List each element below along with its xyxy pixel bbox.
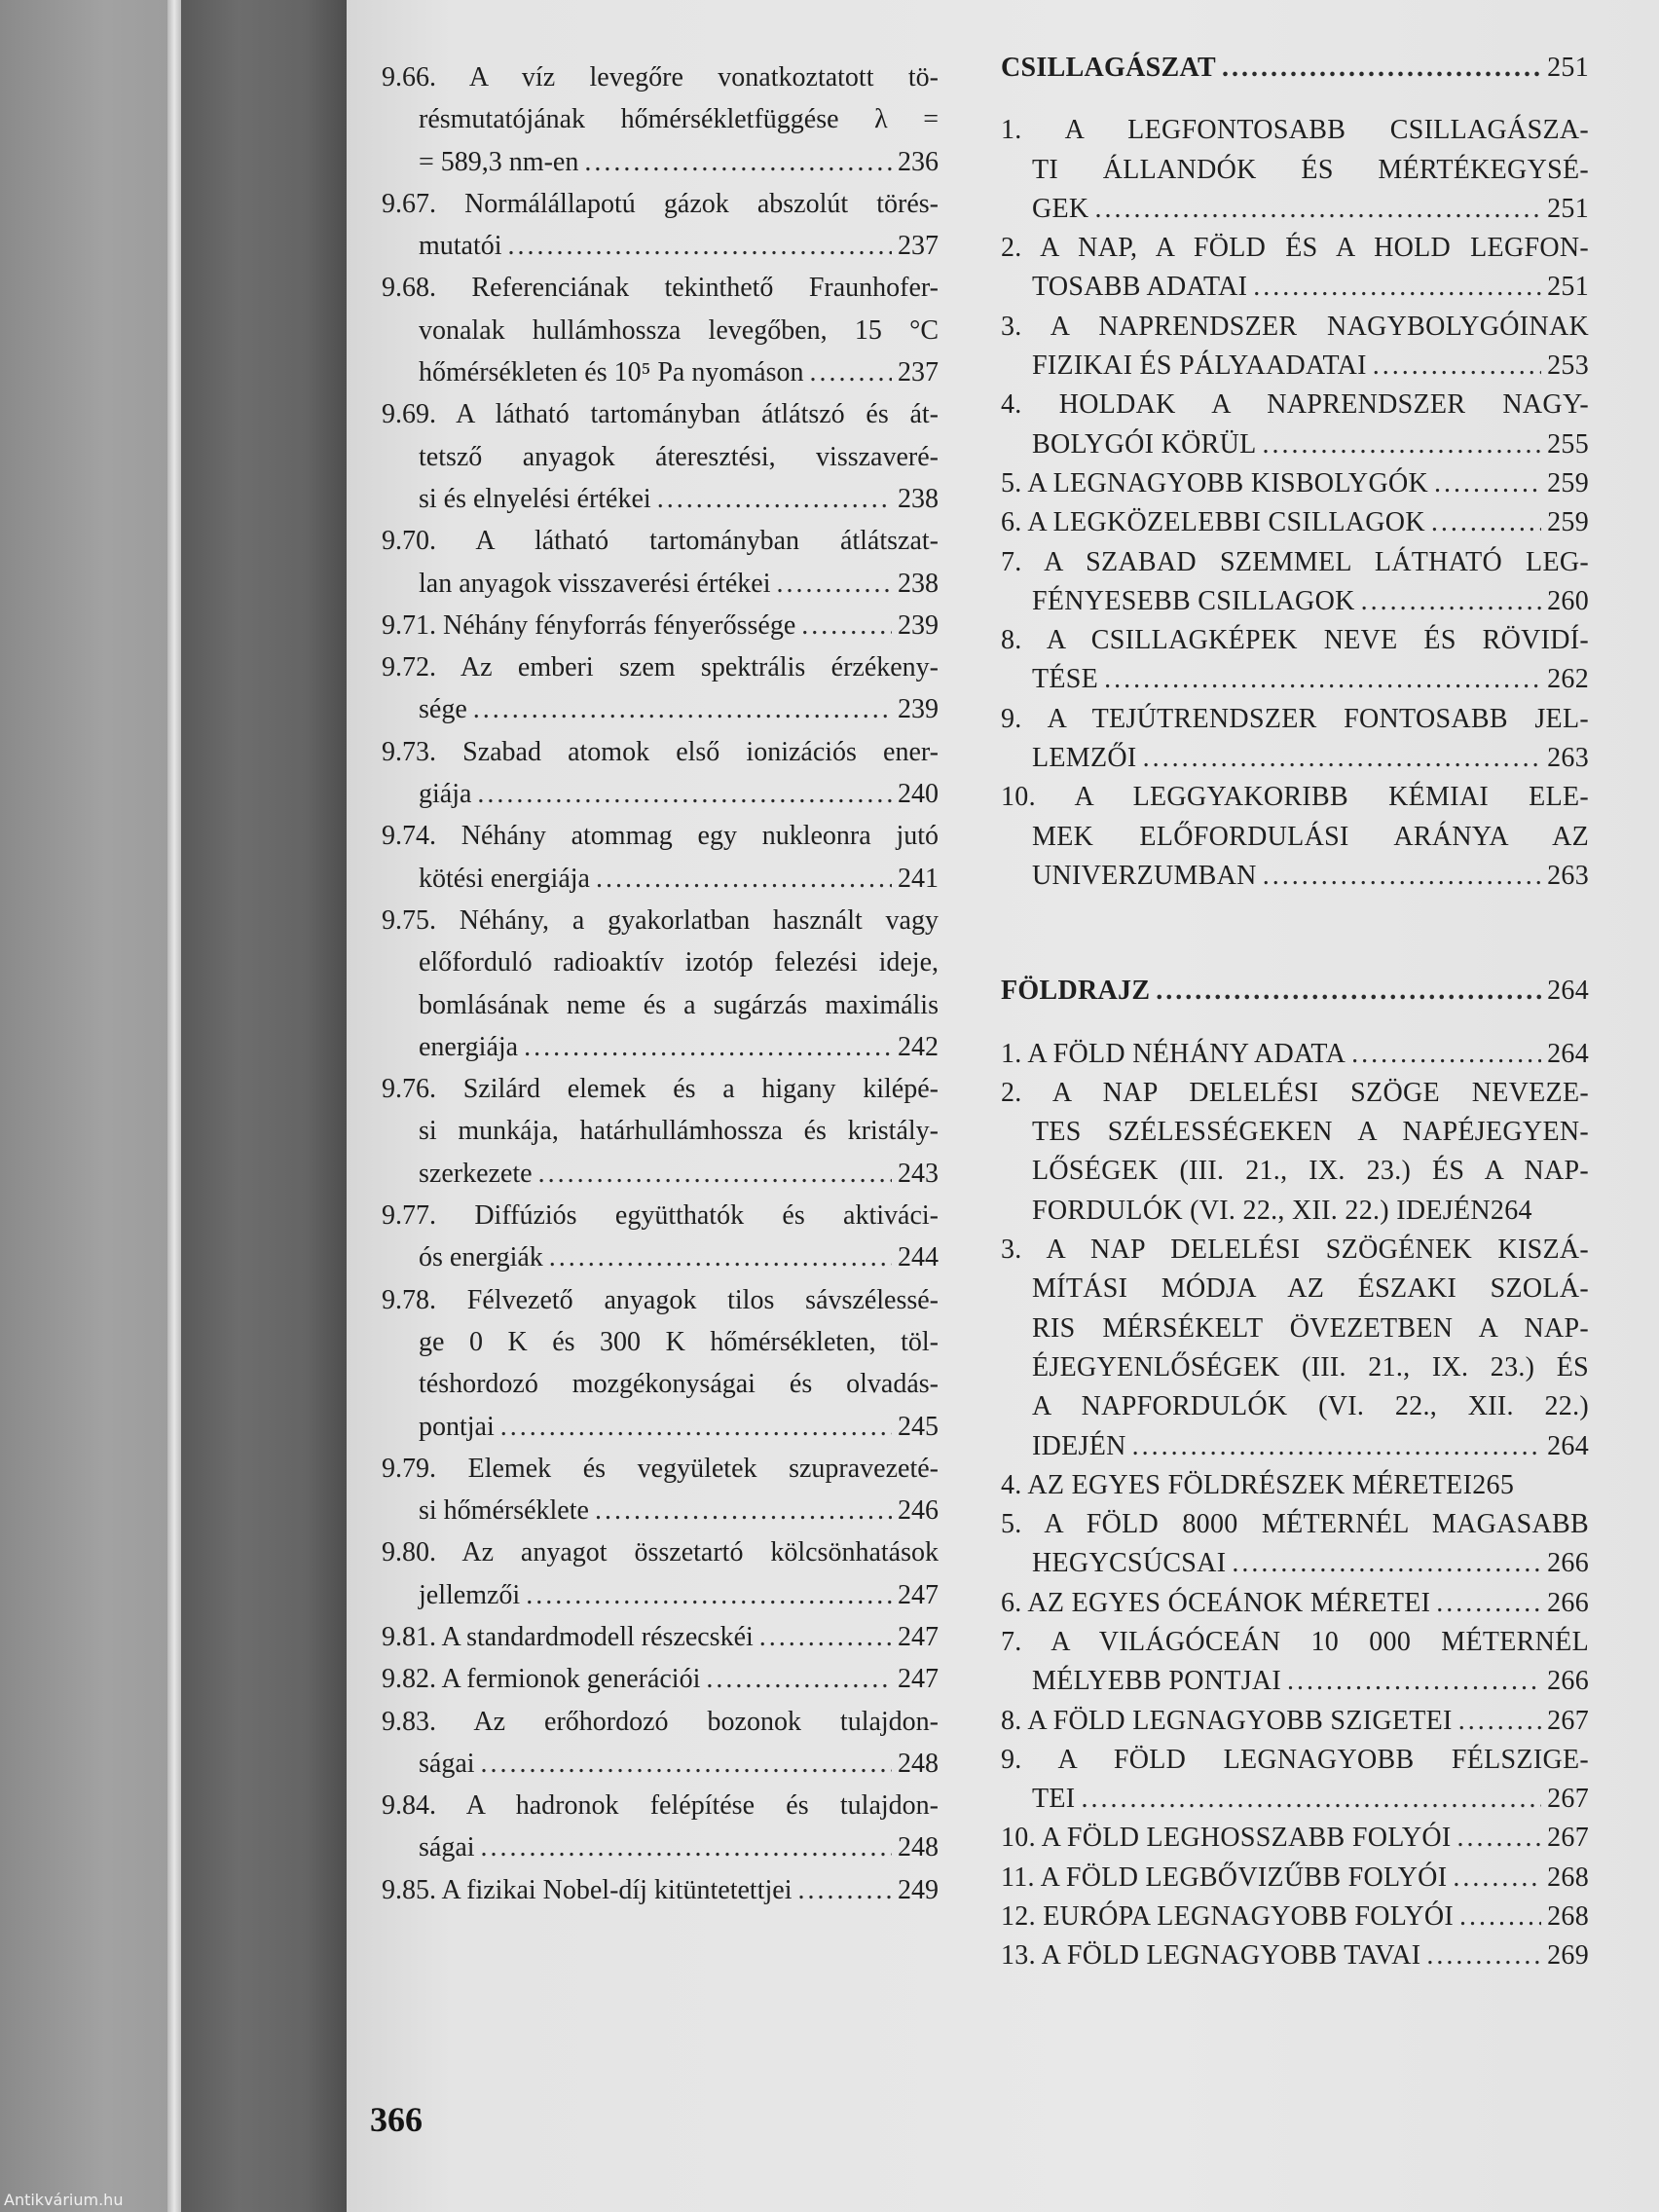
toc-entry-last-line — [1001, 1859, 1589, 1898]
toc-entry-last-line — [1001, 1819, 1589, 1858]
toc-entry — [382, 731, 939, 816]
toc-entry-line: 7. A SZABAD SZEMMEL LÁTHATÓ LEG- — [1001, 546, 1589, 577]
toc-entry-text: pontjai — [419, 1411, 495, 1442]
toc-entry-text: energiája — [419, 1031, 519, 1062]
toc-entry-text: szerkezete — [419, 1158, 533, 1189]
toc-entry-last-line — [1001, 347, 1589, 386]
toc-entry — [382, 1785, 939, 1869]
toc-entry-text: 6. AZ EGYES ÓCEÁNOK MÉRETEI — [1001, 1587, 1431, 1618]
toc-entry — [1001, 111, 1589, 229]
toc-entry — [1001, 1623, 1589, 1702]
toc-entry-last-line — [382, 1026, 939, 1068]
toc-entry-text: 6. A LEGKÖZELEBBI CSILLAGOK — [1001, 507, 1425, 538]
toc-entry-text: jellemzői — [419, 1579, 521, 1610]
toc-entry — [382, 646, 939, 731]
toc-page-number: 266 — [1547, 1548, 1589, 1579]
toc-entry-text: 13. A FÖLD LEGNAGYOBB TAVAI — [1001, 1940, 1421, 1972]
toc-entry-text: FÉNYESEBB CSILLAGOK — [1032, 585, 1355, 616]
toc-entry-text: 9.71. Néhány fényforrás fényerőssége — [382, 609, 796, 641]
toc-left-column — [382, 56, 939, 1911]
toc-entry-text: FORDULÓK (VI. 22., XII. 22.) IDEJÉN — [1032, 1195, 1491, 1226]
toc-entry-line: 9.75. Néhány, a gyakorlatban használt vagy — [382, 904, 939, 936]
dot-leader — [1459, 1898, 1541, 1936]
toc-entry-last-line — [382, 773, 939, 815]
toc-entry — [1001, 229, 1589, 308]
toc-page-number: 245 — [898, 1411, 939, 1442]
toc-entry — [1001, 1466, 1589, 1505]
toc-page-number: 237 — [898, 231, 939, 262]
toc-entry-last-line — [1001, 660, 1589, 699]
toc-entry-line: bomlásának neme és a sugárzás maximális — [419, 989, 939, 1020]
toc-page-number: 247 — [898, 1579, 939, 1610]
toc-page-number: 246 — [898, 1495, 939, 1527]
toc-page-number: 255 — [1547, 428, 1589, 460]
dot-leader — [538, 1153, 892, 1195]
toc-page-number: 247 — [898, 1664, 939, 1695]
section-gap — [1001, 88, 1589, 111]
toc-entry-line: tetsző anyagok áteresztési, visszaveré- — [419, 441, 939, 472]
toc-entry-line: 3. A NAP DELELÉSI SZÖGÉNEK KISZÁ- — [1001, 1235, 1589, 1266]
toc-page-number: 266 — [1547, 1587, 1589, 1618]
toc-entry — [382, 183, 939, 268]
toc-entry-last-line — [1001, 425, 1589, 464]
toc-entry-text: 1. A FÖLD NÉHÁNY ADATA — [1001, 1038, 1346, 1069]
toc-entry — [1001, 1936, 1589, 1975]
toc-entry-line: 9. A FÖLD LEGNAGYOBB FÉLSZIGE- — [1001, 1744, 1589, 1775]
toc-entry-line: 9.67. Normálállapotú gázok abszolút törés- — [382, 188, 939, 219]
toc-page-number: 248 — [898, 1748, 939, 1779]
dot-leader — [1434, 464, 1541, 503]
dot-leader — [524, 1026, 892, 1068]
toc-entry-line: 7. A VILÁGÓCEÁN 10 000 MÉTERNÉL — [1001, 1626, 1589, 1657]
section-heading — [1001, 972, 1589, 1011]
toc-entry-last-line — [382, 858, 939, 900]
toc-page-number: 269 — [1547, 1940, 1589, 1972]
toc-entry-text: 9.85. A fizikai Nobel-díj kitüntetettjei — [382, 1874, 793, 1905]
toc-entry-text: 9.82. A fermionok generációi — [382, 1664, 701, 1695]
toc-entry — [382, 1616, 939, 1658]
dot-leader — [481, 1826, 892, 1868]
dot-leader — [473, 688, 892, 730]
toc-entry-text: 12. EURÓPA LEGNAGYOBB FOLYÓI — [1001, 1901, 1455, 1933]
toc-entry-text: ságai — [419, 1832, 475, 1863]
toc-entry-text: LEMZŐI — [1032, 743, 1137, 774]
toc-entry — [1001, 1505, 1589, 1584]
toc-entry — [382, 1869, 939, 1911]
toc-page-number: 251 — [1547, 53, 1589, 83]
toc-entry-last-line — [1001, 1936, 1589, 1975]
toc-entry-line: 3. A NAPRENDSZER NAGYBOLYGÓINAK — [1001, 311, 1589, 342]
dot-leader — [584, 141, 892, 183]
toc-entry — [382, 1658, 939, 1700]
dot-leader — [549, 1236, 892, 1278]
toc-entry-text: giája — [419, 779, 472, 810]
toc-entry-line: A NAPFORDULÓK (VI. 22., XII. 22.) — [1032, 1391, 1589, 1422]
toc-entry — [382, 1701, 939, 1786]
toc-entry-text: kötési energiája — [419, 863, 590, 894]
toc-page-number: 238 — [898, 483, 939, 514]
dot-leader — [1156, 972, 1541, 1011]
toc-page-number: 239 — [898, 609, 939, 641]
toc-page-number: 248 — [898, 1832, 939, 1863]
toc-entry-last-line — [382, 1658, 939, 1700]
toc-entry-last-line — [1001, 1662, 1589, 1701]
toc-entry-text: MÉLYEBB PONTJAI — [1032, 1666, 1282, 1697]
toc-entry-last-line — [382, 1406, 939, 1448]
toc-entry-text: 8. A FÖLD LEGNAGYOBB SZIGETEI — [1001, 1705, 1453, 1736]
toc-right-column — [1001, 49, 1589, 1976]
toc-entry-last-line — [1001, 268, 1589, 307]
toc-page-number: 251 — [1547, 272, 1589, 303]
toc-page-number: 251 — [1547, 193, 1589, 224]
toc-entry — [382, 1279, 939, 1448]
toc-entry — [1001, 1741, 1589, 1820]
toc-entry-last-line — [1001, 1780, 1589, 1819]
toc-entry-text: FÖLDRAJZ — [1001, 976, 1151, 1007]
toc-entry — [382, 56, 939, 183]
background-surface — [0, 0, 175, 2212]
toc-page-number: 243 — [898, 1158, 939, 1189]
toc-entry — [382, 1448, 939, 1532]
toc-entry-line: 9.72. Az emberi szem spektrális érzékeny- — [382, 652, 939, 683]
toc-entry — [382, 1531, 939, 1616]
dot-leader — [1081, 1780, 1541, 1819]
toc-page-number: 268 — [1547, 1901, 1589, 1933]
dot-leader — [1287, 1662, 1541, 1701]
dot-leader — [1094, 190, 1541, 229]
toc-entry-line: 9.80. Az anyagot összetartó kölcsönhatások — [382, 1537, 939, 1568]
toc-page-number: 249 — [898, 1874, 939, 1905]
toc-page-number: 262 — [1547, 664, 1589, 695]
dot-leader — [1143, 739, 1542, 778]
dot-leader — [500, 1406, 892, 1448]
toc-entry-line: 2. A NAP DELELÉSI SZÖGE NEVEZE- — [1001, 1077, 1589, 1108]
toc-page-number: 240 — [898, 779, 939, 810]
toc-entry-last-line — [382, 351, 939, 393]
toc-entry-line: RIS MÉRSÉKELT ÖVEZETBEN A NAP- — [1032, 1312, 1589, 1344]
toc-entry-line: 9.68. Referenciának tekinthető Fraunhofer- — [382, 273, 939, 304]
dot-leader — [759, 1616, 892, 1658]
toc-page-number: 265 — [1472, 1469, 1515, 1500]
toc-entry-last-line — [382, 225, 939, 267]
toc-entry-last-line — [1001, 1544, 1589, 1583]
dot-leader — [1263, 425, 1542, 464]
toc-entry-last-line — [1001, 503, 1589, 542]
toc-page-number: 264 — [1547, 976, 1589, 1007]
toc-entry-text: sége — [419, 694, 467, 725]
toc-entry-line: 8. A CSILLAGKÉPEK NEVE ÉS RÖVIDÍ- — [1001, 625, 1589, 656]
toc-entry-line: 9.78. Félvezető anyagok tilos sávszélessé- — [382, 1284, 939, 1315]
toc-entry-line: 5. A FÖLD 8000 MÉTERNÉL MAGASABB — [1001, 1509, 1589, 1540]
toc-entry — [382, 393, 939, 520]
dot-leader — [1104, 660, 1541, 699]
toc-entry-text: 4. AZ EGYES FÖLDRÉSZEK MÉRETEI — [1001, 1469, 1473, 1500]
toc-entry-last-line — [382, 1826, 939, 1868]
toc-entry — [1001, 1035, 1589, 1074]
dot-leader — [1436, 1584, 1541, 1623]
toc-entry-text: lan anyagok visszaverési értékei — [419, 568, 771, 599]
toc-entry-text: UNIVERZUMBAN — [1032, 860, 1257, 891]
toc-entry — [1001, 1584, 1589, 1623]
toc-entry-text: ós energiák — [419, 1242, 543, 1273]
toc-page-number: 268 — [1547, 1862, 1589, 1893]
toc-entry-line: ge 0 K és 300 K hőmérsékleten, töl- — [419, 1326, 939, 1357]
toc-entry — [1001, 778, 1589, 896]
dot-leader — [777, 563, 892, 605]
dot-leader — [1232, 1544, 1541, 1583]
dot-leader — [657, 478, 892, 520]
section-heading — [1001, 49, 1589, 88]
toc-entry — [1001, 700, 1589, 779]
toc-page-number: 244 — [898, 1242, 939, 1273]
toc-entry-line: 9.76. Szilárd elemek és a higany kilépé- — [382, 1074, 939, 1105]
toc-entry-line: 2. A NAP, A FÖLD ÉS A HOLD LEGFON- — [1001, 233, 1589, 264]
toc-entry-line: TES SZÉLESSÉGEKEN A NAPÉJEGYEN- — [1032, 1117, 1589, 1148]
toc-entry — [1001, 543, 1589, 622]
toc-page-number: 267 — [1547, 1784, 1589, 1815]
toc-entry-last-line — [1001, 972, 1589, 1011]
book-spine-shadow — [181, 0, 347, 2212]
dot-leader — [1253, 268, 1541, 307]
toc-page-number: 264 — [1547, 1430, 1589, 1461]
toc-page-number: 263 — [1547, 743, 1589, 774]
toc-page-number: 263 — [1547, 860, 1589, 891]
toc-entry-text: si hőmérséklete — [419, 1495, 589, 1527]
dot-leader — [481, 1743, 892, 1785]
toc-page-number: 239 — [898, 694, 939, 725]
toc-entry — [1001, 1898, 1589, 1936]
toc-entry-text: HEGYCSÚCSAI — [1032, 1548, 1227, 1579]
toc-entry — [1001, 621, 1589, 700]
toc-entry-line: si munkája, határhullámhossza és kristály- — [419, 1116, 939, 1147]
toc-entry-text: 10. A FÖLD LEGHOSSZABB FOLYÓI — [1001, 1823, 1452, 1854]
page-stack-edge — [167, 0, 181, 2212]
toc-entry-last-line — [382, 1574, 939, 1616]
toc-entry-text: TEI — [1032, 1784, 1076, 1815]
dot-leader — [1458, 1702, 1541, 1741]
toc-entry-last-line — [382, 1236, 939, 1278]
toc-entry-line: 9. A TEJÚTRENDSZER FONTOSABB JEL- — [1001, 703, 1589, 734]
toc-entry — [382, 815, 939, 900]
toc-entry-line: 10. A LEGGYAKORIBB KÉMIAI ELE- — [1001, 782, 1589, 813]
toc-entry — [382, 1068, 939, 1195]
dot-leader — [1426, 1936, 1541, 1975]
section-gap — [1001, 896, 1589, 972]
toc-entry-last-line — [1001, 1898, 1589, 1936]
toc-entry-last-line — [382, 688, 939, 730]
toc-entry-line: 9.77. Diffúziós együtthatók és aktiváci- — [382, 1200, 939, 1232]
toc-page-number: 253 — [1547, 350, 1589, 382]
toc-entry-line: 1. A LEGFONTOSABB CSILLAGÁSZA- — [1001, 115, 1589, 146]
toc-entry-last-line — [1001, 1702, 1589, 1741]
toc-entry-last-line — [382, 563, 939, 605]
toc-entry-line: téshordozó mozgékonyságai és olvadás- — [419, 1369, 939, 1400]
toc-entry-last-line — [1001, 190, 1589, 229]
dot-leader — [809, 351, 892, 393]
toc-entry-line: 9.69. A látható tartományban átlátszó és át- — [382, 399, 939, 430]
toc-page-number: 260 — [1547, 585, 1589, 616]
dot-leader — [1361, 582, 1541, 621]
toc-page-number: 236 — [898, 146, 939, 177]
toc-entry-text: mutatói — [419, 231, 502, 262]
toc-entry — [1001, 1702, 1589, 1741]
toc-entry-last-line — [1001, 1584, 1589, 1623]
toc-entry — [382, 520, 939, 605]
toc-entry — [1001, 1231, 1589, 1466]
toc-entry — [382, 900, 939, 1068]
toc-page-number: 259 — [1547, 507, 1589, 538]
toc-page-number: 267 — [1547, 1705, 1589, 1736]
toc-entry-text: CSILLAGÁSZAT — [1001, 53, 1216, 83]
toc-entry-text: 9.81. A standardmodell részecskéi — [382, 1621, 754, 1652]
dot-leader — [1132, 1427, 1541, 1466]
toc-entry-line: 9.79. Elemek és vegyületek szupravezeté- — [382, 1453, 939, 1484]
dot-leader — [1431, 503, 1541, 542]
dot-leader — [508, 225, 892, 267]
dot-leader — [1222, 49, 1541, 88]
toc-entry-last-line — [1001, 582, 1589, 621]
dot-leader — [1351, 1035, 1541, 1074]
section-gap — [1001, 1012, 1589, 1035]
toc-entry-line: 4. HOLDAK A NAPRENDSZER NAGY- — [1001, 389, 1589, 421]
toc-entry-last-line — [382, 478, 939, 520]
toc-entry — [1001, 1074, 1589, 1231]
toc-entry — [1001, 308, 1589, 387]
toc-entry-line: ÉJEGYENLŐSÉGEK (III. 21., IX. 23.) ÉS — [1032, 1351, 1589, 1382]
toc-entry-line: 9.74. Néhány atommag egy nukleonra jutó — [382, 821, 939, 852]
toc-entry-line: TI ÁLLANDÓK ÉS MÉRTÉKEGYSÉ- — [1032, 154, 1589, 185]
dot-leader — [526, 1574, 892, 1616]
toc-entry-line: 9.73. Szabad atomok első ionizációs ener- — [382, 736, 939, 767]
toc-entry-line: 9.70. A látható tartományban átlátszat- — [382, 526, 939, 557]
toc-entry-last-line — [382, 1616, 939, 1658]
dot-leader — [596, 858, 892, 900]
toc-entry-text: 11. A FÖLD LEGBŐVIZŰBB FOLYÓI — [1001, 1862, 1448, 1893]
toc-entry-text: 5. A LEGNAGYOBB KISBOLYGÓK — [1001, 467, 1429, 498]
toc-entry-last-line — [1001, 1192, 1589, 1231]
toc-entry-text: IDEJÉN — [1032, 1430, 1126, 1461]
toc-entry-line: 9.83. Az erőhordozó bozonok tulajdon- — [382, 1706, 939, 1737]
toc-entry-last-line — [1001, 739, 1589, 778]
toc-page-number: 266 — [1547, 1666, 1589, 1697]
toc-entry-last-line — [382, 1153, 939, 1195]
toc-entry — [1001, 1819, 1589, 1858]
watermark: Antikvárium.hu — [4, 2191, 124, 2209]
toc-entry-text: TOSABB ADATAI — [1032, 272, 1248, 303]
toc-entry — [382, 605, 939, 646]
toc-entry-last-line — [1001, 1035, 1589, 1074]
toc-page-number: 238 — [898, 568, 939, 599]
dot-leader — [1263, 857, 1541, 896]
toc-entry-line: MÍTÁSI MÓDJA AZ ÉSZAKI SZOLÁ- — [1032, 1273, 1589, 1305]
toc-entry-text: ságai — [419, 1748, 475, 1779]
toc-page-number: 242 — [898, 1031, 939, 1062]
toc-entry-text: FIZIKAI ÉS PÁLYAADATAI — [1032, 350, 1367, 382]
dot-leader — [706, 1658, 892, 1700]
dot-leader — [801, 605, 892, 646]
toc-entry-line: 9.66. A víz levegőre vonatkoztatott tö- — [382, 62, 939, 92]
page-number: 366 — [370, 2100, 423, 2139]
toc-page-number: 267 — [1547, 1823, 1589, 1854]
toc-entry-line: vonalak hullámhossza levegőben, 15 °C — [419, 314, 939, 346]
toc-entry-line: 9.84. A hadronok felépítése és tulajdon- — [382, 1790, 939, 1822]
toc-entry — [1001, 386, 1589, 464]
toc-entry-last-line — [382, 1743, 939, 1785]
toc-entry-text: = 589,3 nm-en — [419, 146, 579, 177]
toc-page-number: 247 — [898, 1621, 939, 1652]
toc-entry — [1001, 1859, 1589, 1898]
toc-page-number: 241 — [898, 863, 939, 894]
toc-entry-last-line — [382, 141, 939, 183]
toc-entry-line: MEK ELŐFORDULÁSI ARÁNYA AZ — [1032, 821, 1589, 852]
dot-leader — [477, 773, 892, 815]
toc-entry-text: hőmérsékleten és 10⁵ Pa nyomáson — [419, 357, 804, 388]
toc-entry-last-line — [382, 1490, 939, 1531]
toc-page-number: 264 — [1490, 1195, 1532, 1226]
toc-entry-last-line — [1001, 464, 1589, 503]
toc-entry-line: előforduló radioaktív izotóp felezési ideje, — [419, 947, 939, 978]
toc-entry-last-line — [382, 1869, 939, 1911]
toc-entry — [1001, 503, 1589, 542]
toc-entry-text: BOLYGÓI KÖRÜL — [1032, 428, 1257, 460]
toc-entry-last-line — [1001, 1466, 1589, 1505]
dot-leader — [1453, 1859, 1541, 1898]
toc-entry-last-line — [1001, 1427, 1589, 1466]
dot-leader — [1457, 1819, 1542, 1858]
dot-leader — [797, 1869, 892, 1911]
toc-entry-last-line — [382, 605, 939, 646]
toc-entry-line: LŐSÉGEK (III. 21., IX. 23.) ÉS A NAP- — [1032, 1156, 1589, 1187]
toc-page-number: 264 — [1547, 1038, 1589, 1069]
toc-entry-line: résmutatójának hőmérsékletfüggése λ = — [419, 104, 939, 135]
toc-entry-text: GEK — [1032, 193, 1089, 224]
toc-entry-text: si és elnyelési értékei — [419, 483, 651, 514]
toc-entry — [1001, 464, 1589, 503]
toc-page-number: 259 — [1547, 467, 1589, 498]
toc-entry-last-line — [1001, 49, 1589, 88]
dot-leader — [595, 1490, 892, 1531]
toc-entry-last-line — [1001, 857, 1589, 896]
toc-page-number: 237 — [898, 357, 939, 388]
toc-entry-text: TÉSE — [1032, 664, 1099, 695]
toc-entry — [382, 1195, 939, 1279]
dot-leader — [1373, 347, 1541, 386]
toc-entry — [382, 267, 939, 393]
